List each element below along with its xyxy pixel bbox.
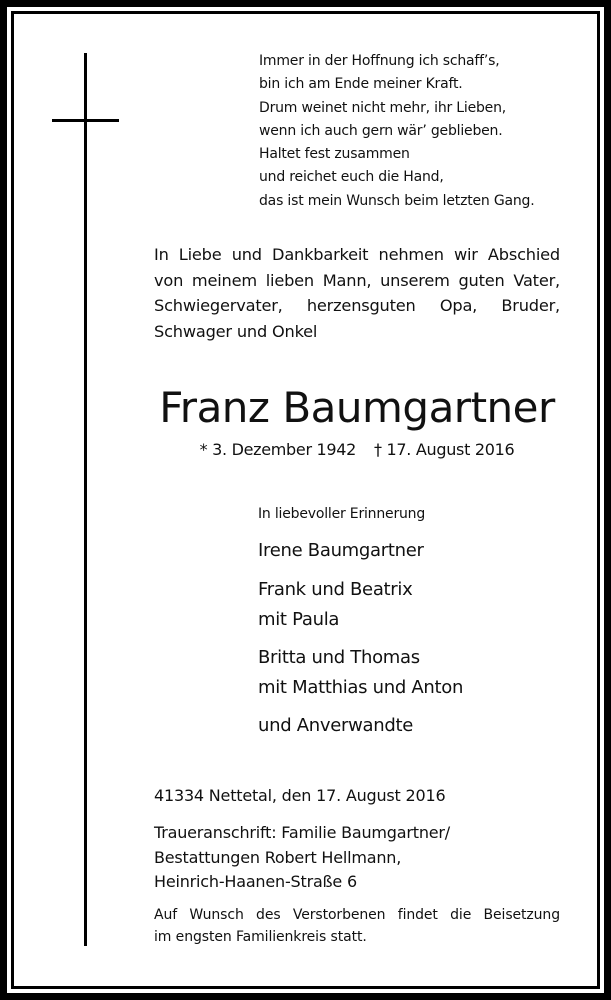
address-line: Bestattungen Robert Hellmann, xyxy=(154,847,402,867)
mourner-line: Frank und Beatrix xyxy=(258,579,413,600)
place-date: 41334 Nettetal, den 17. August 2016 xyxy=(154,786,446,805)
memory-label: In liebevoller Erinnerung xyxy=(258,506,426,522)
poem-line: wenn ich auch gern wär’ geblieben. xyxy=(259,122,503,139)
farewell-line: Schwiegervater, herzensguten Opa, Bruder, xyxy=(154,296,560,315)
poem xyxy=(259,50,534,213)
burial-note xyxy=(154,904,560,948)
farewell-line: In Liebe und Dankbarkeit nehmen wir Abschied xyxy=(154,245,560,264)
poem-line: das ist mein Wunsch beim letzten Gang. xyxy=(259,192,535,209)
farewell-text xyxy=(154,242,560,344)
life-dates xyxy=(154,438,560,462)
note-line: im engsten Familienkreis statt. xyxy=(154,929,367,945)
cross-icon-bar xyxy=(52,119,119,122)
poem-line: Drum weinet nicht mehr, ihr Lieben, xyxy=(259,99,507,116)
farewell-line: von meinem lieben Mann, unserem guten Vater, xyxy=(154,270,560,290)
poem-line: Haltet fest zusammen xyxy=(259,146,410,163)
poem-line: bin ich am Ende meiner Kraft. xyxy=(259,76,463,93)
mourner-line: Irene Baumgartner xyxy=(258,540,424,561)
mourning-address xyxy=(154,821,450,895)
poem-line: Immer in der Hoffnung ich schaff’s, xyxy=(259,53,500,69)
cross-icon xyxy=(84,53,87,946)
deceased-name: Franz Baumgartner xyxy=(159,383,555,432)
address-line: Heinrich-Haanen-Straße 6 xyxy=(154,872,357,891)
mourner-line: Britta und Thomas xyxy=(258,647,420,668)
poem-line: und reichet euch die Hand, xyxy=(259,169,444,186)
mourner-line: mit Paula xyxy=(258,609,340,630)
birth-date: * 3. Dezember 1942 xyxy=(199,440,357,459)
mourner-line: und Anverwandte xyxy=(258,715,414,736)
note-line: Auf Wunsch des Verstorbenen findet die Beisetzung xyxy=(154,907,560,923)
death-date: † 17. August 2016 xyxy=(374,440,515,459)
mourner-line: mit Matthias und Anton xyxy=(258,677,464,698)
farewell-line: Schwager und Onkel xyxy=(154,321,318,341)
address-line: Traueranschrift: Familie Baumgartner/ xyxy=(154,823,450,842)
